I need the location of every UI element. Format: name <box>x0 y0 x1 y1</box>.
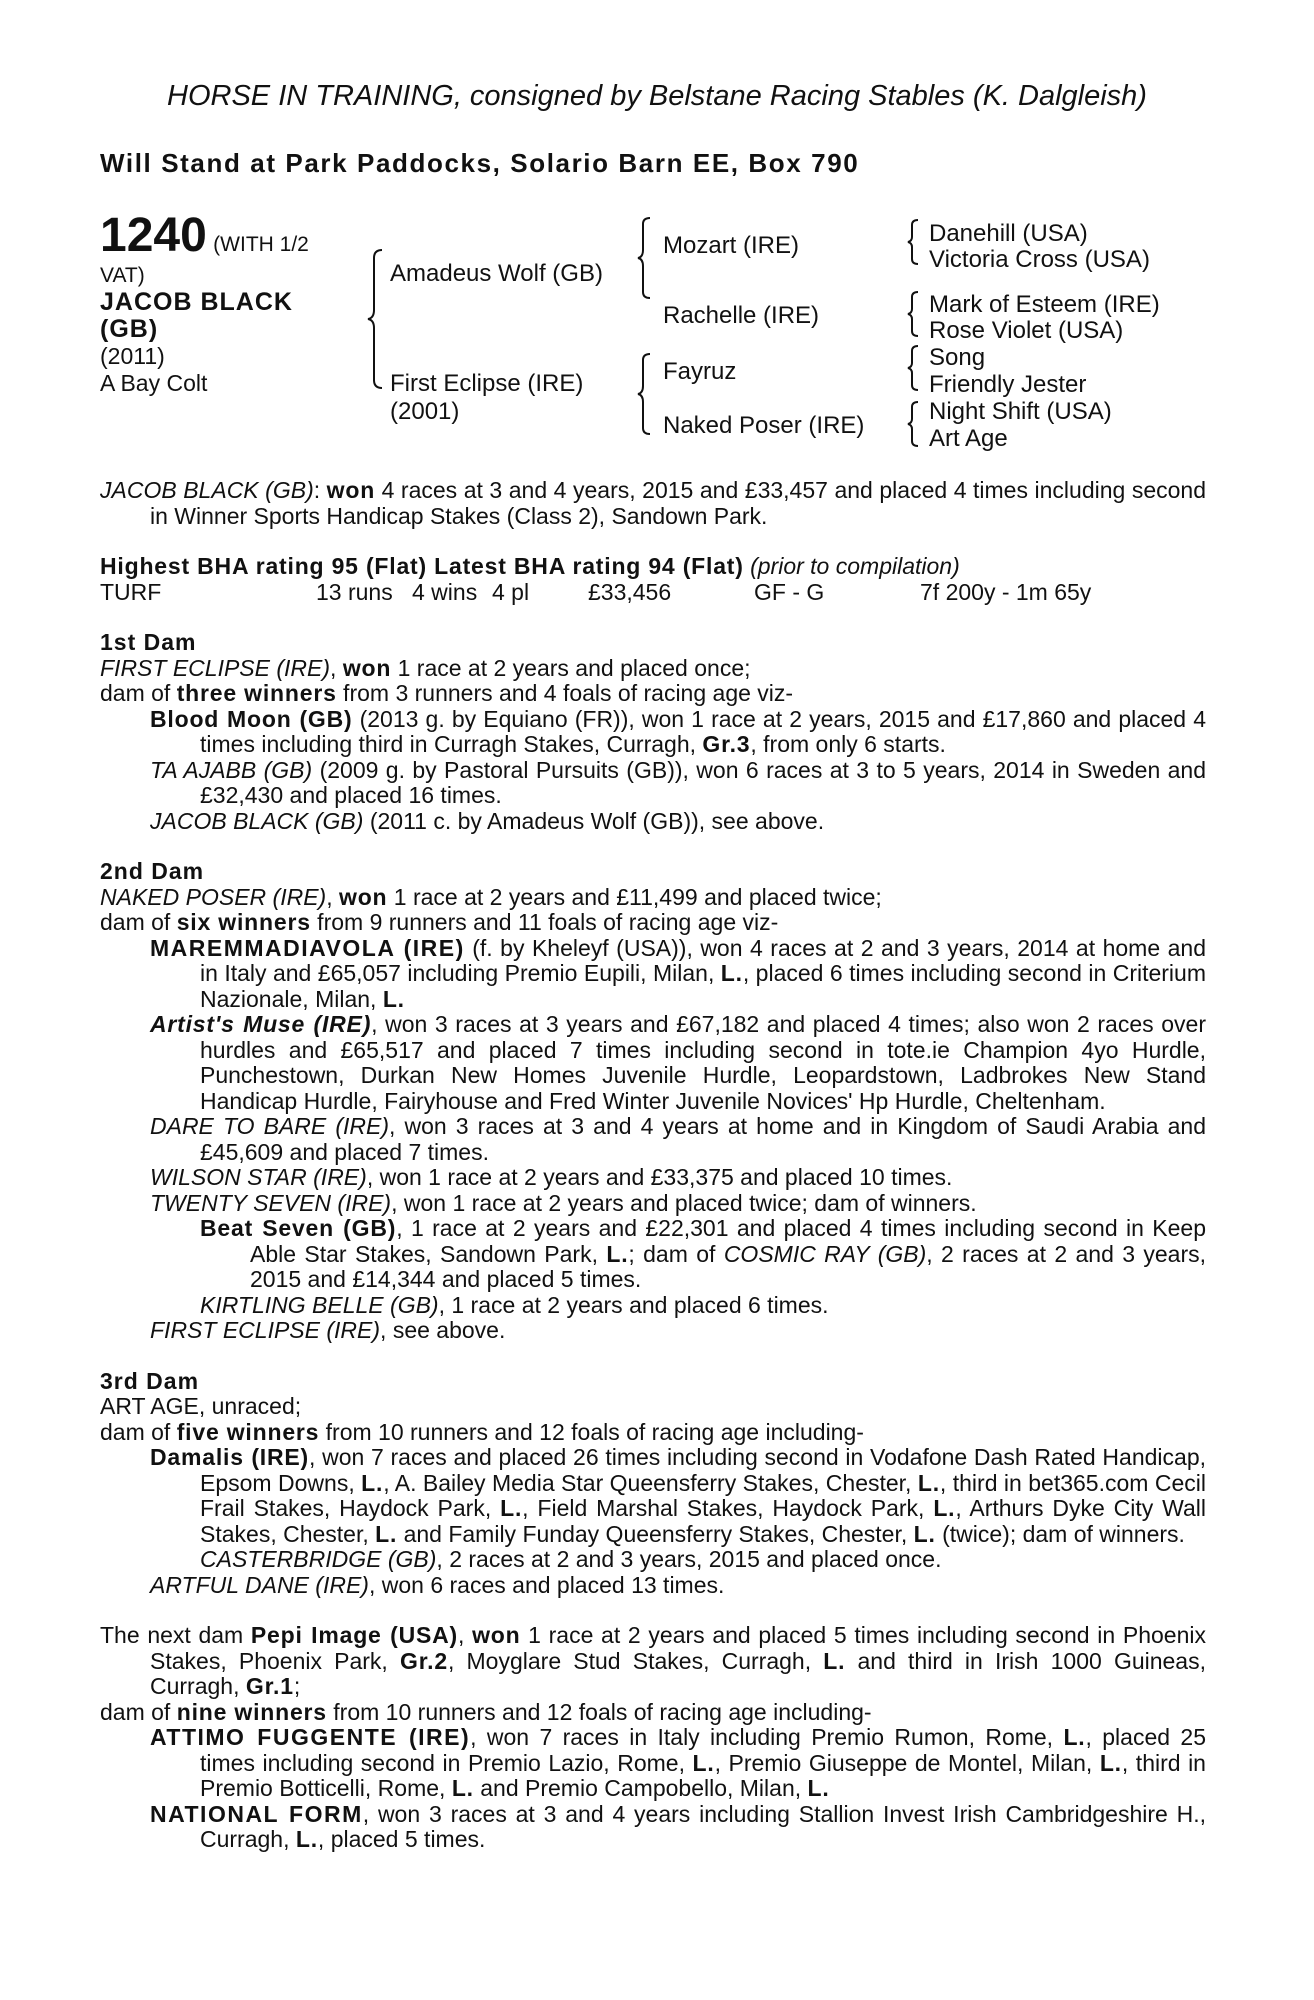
listed-badge: L. <box>807 1775 830 1801</box>
pedigree-brace-1 <box>906 218 922 266</box>
first-dam-heading: 1st Dam <box>100 629 197 655</box>
first-dam-line2-text: from 3 runners and 4 foals of racing age viz- <box>336 680 794 706</box>
first-dam-line1-text: 1 race at 2 years and placed once; <box>391 654 751 681</box>
progeny-text: , see above. <box>380 1317 506 1343</box>
progeny-name: ARTFUL DANE (IRE) <box>150 1571 369 1598</box>
progeny-text: , won 3 races at 3 and 4 years including Stallion Invest Irish Cambridgeshire H., Curragh, <box>200 1800 1207 1852</box>
second-dam-name: NAKED POSER (IRE) <box>100 883 327 910</box>
listed-badge: L. <box>500 1495 523 1521</box>
record-going: GF - G <box>754 578 825 605</box>
first-dam-line2 <box>100 681 1206 707</box>
second-dam-progeny-3 <box>100 1114 1206 1165</box>
second-dam-line1: NAKED POSER (IRE), won 1 race at 2 years and £11,499 and placed twice; <box>100 883 882 910</box>
next-dam-text: and third in Irish 1000 Guineas, Curragh, <box>150 1647 1206 1699</box>
pedigree-sire-dam: Rachelle (IRE) <box>663 302 820 329</box>
second-dam-progeny-2 <box>100 1012 1206 1114</box>
pedigree-dam-dam: Naked Poser (IRE) <box>663 412 865 439</box>
listed-badge: L. <box>361 1469 384 1496</box>
second-dam-progeny-1 <box>100 936 1206 1013</box>
progeny-text: (2009 g. by Pastoral Pursuits (GB)), won 6 races at 3 to 5 years, 2014 in Sweden and £32,430 and placed 16 times. <box>200 756 1206 808</box>
rating-note: (prior to compilation) <box>750 553 960 579</box>
next-dam-line2-text: from 10 runners and 12 foals of racing age including- <box>326 1698 872 1725</box>
third-dam-grandprogeny-1 <box>100 1547 1206 1573</box>
progeny-text: , won 7 races and placed 26 times including second in Vodafone Dash Rated Handicap, Epsom Downs, <box>200 1444 1206 1496</box>
progeny-name: DARE TO BARE (IRE) <box>150 1113 390 1139</box>
summary-won: won <box>326 477 376 503</box>
lot-vat: (WITH 1/2 <box>213 233 309 256</box>
lot-vat-cont: VAT) <box>100 264 145 287</box>
progeny-text-cont: , placed 6 times including second in Criterium Nazionale, Milan, <box>200 960 1206 1012</box>
pedigree-sds: Mark of Esteem (IRE) <box>929 291 1160 318</box>
progeny-text: , won 6 races and placed 13 times. <box>368 1571 725 1598</box>
next-dam-name: Pepi Image (USA) <box>250 1622 458 1648</box>
progeny-name: ATTIMO FUGGENTE (IRE) <box>150 1724 471 1750</box>
second-dam-progeny-5 <box>100 1191 1206 1217</box>
next-dam-won: won <box>472 1622 521 1648</box>
progeny-text: , third in bet365.com Cecil Frail Stakes, Haydock Park, <box>200 1469 1206 1521</box>
second-dam-grandprogeny-1 <box>100 1216 1206 1293</box>
listed-badge: L. <box>720 960 743 986</box>
pedigree-dss: Song <box>929 344 986 371</box>
next-dam-text: , Moyglare Stud Stakes, Curragh, <box>447 1647 824 1674</box>
progeny-text: , placed 25 times including second in Premio Lazio, Rome, <box>200 1724 1206 1776</box>
progeny-name: TWENTY SEVEN (IRE) <box>150 1189 392 1216</box>
next-dam-text: ; <box>293 1673 301 1699</box>
progeny-name: TA AJABB (GB) <box>150 756 313 783</box>
listed-badge: L. <box>913 1520 936 1547</box>
record-earnings: £33,456 <box>588 578 672 605</box>
progeny-name: FIRST ECLIPSE (IRE) <box>150 1317 381 1343</box>
progeny-text: , 1 race at 2 years and placed 6 times. <box>438 1291 829 1318</box>
group-badge: Gr.3 <box>702 731 751 757</box>
third-dam-heading: 3rd Dam <box>100 1367 200 1394</box>
page-title: HORSE IN TRAINING, consigned by Belstane Racing Stables (K. Dalgleish) <box>167 80 1147 112</box>
progeny-text: , Premio Giuseppe de Montel, Milan, <box>714 1749 1100 1776</box>
first-dam-won: won <box>342 654 392 681</box>
third-dam-line1: ART AGE, unraced; <box>100 1393 302 1419</box>
listed-badge: L. <box>823 1647 846 1674</box>
listed-badge: L. <box>917 1469 940 1496</box>
lot-number: 1240 <box>100 209 207 262</box>
first-dam-winners: three winners <box>176 680 337 706</box>
pedigree-dam-sire: Fayruz <box>663 358 737 385</box>
second-dam-line2 <box>100 910 1206 936</box>
progeny-text: , won 3 races at 3 and 4 years at home and in Kingdom of Saudi Arabia and £45,609 and placed 7 times. <box>200 1113 1207 1165</box>
third-dam-winners: five winners <box>176 1418 320 1445</box>
record-places: 4 pl <box>492 578 530 605</box>
progeny-text: (2013 g. by Equiano (FR)), won 1 race at 2 years, 2015 and £17,860 and placed 4 times including third in Curragh Stakes, Curragh, <box>200 705 1206 757</box>
progeny-text: , won 1 race at 2 years and £33,375 and placed 10 times. <box>366 1164 953 1190</box>
pedigree-ssd: Victoria Cross (USA) <box>929 246 1150 273</box>
horse-year: (2011) <box>100 343 165 369</box>
progeny-name: MAREMMADIAVOLA (IRE) <box>150 934 465 961</box>
horse-description: A Bay Colt <box>100 370 208 396</box>
progeny-text: (2011 c. by Amadeus Wolf (GB)), see above. <box>363 807 825 834</box>
listed-badge: L. <box>692 1749 715 1776</box>
record-surface: TURF <box>100 578 162 605</box>
listed-badge: L. <box>606 1240 629 1267</box>
first-dam-progeny-1 <box>100 707 1206 758</box>
progeny-text-end: , 2 races at 2 and 3 years, 2015 and £14,344 and placed 5 times. <box>250 1240 1207 1292</box>
progeny-text: , third in Premio Botticelli, Rome, <box>200 1749 1206 1801</box>
pedigree-ddd: Art Age <box>929 425 1008 452</box>
progeny-text-cont: ; dam of <box>628 1240 724 1267</box>
group-badge: Gr.1 <box>245 1673 294 1699</box>
progeny-text: , 1 race at 2 years and £22,301 and placed 4 times including second in Keep Able Star Stakes, Sandown Park, <box>250 1215 1207 1267</box>
second-dam-progeny-4 <box>100 1165 1206 1191</box>
third-dam-progeny-2 <box>100 1573 1206 1599</box>
progeny-name: WILSON STAR (IRE) <box>150 1164 367 1190</box>
progeny-text: , placed 5 times. <box>317 1826 486 1852</box>
progeny-name: Beat Seven (GB) <box>200 1215 397 1241</box>
pedigree-sss: Danehill (USA) <box>929 220 1088 247</box>
catalogue-body <box>100 478 1206 1853</box>
pedigree-sire: Amadeus Wolf (GB) <box>390 260 603 287</box>
progeny-text: , won 7 races in Italy including Premio Rumon, Rome, <box>470 1724 1064 1750</box>
first-dam-progeny-3 <box>100 809 1206 835</box>
first-dam-line2-pre: dam of <box>100 680 177 706</box>
pedigree-sdd: Rose Violet (USA) <box>929 317 1124 344</box>
listed-badge: L. <box>451 1775 474 1801</box>
progeny-text: and Premio Campobello, Milan, <box>473 1775 808 1801</box>
second-dam-winners: six winners <box>176 909 311 935</box>
record-runs: 13 runs <box>316 578 393 605</box>
first-dam-name: FIRST ECLIPSE (IRE) <box>100 654 331 681</box>
venue-line: Will Stand at Park Paddocks, Solario Barn EE, Box 790 <box>100 148 860 178</box>
next-dam-winners: nine winners <box>176 1698 327 1725</box>
next-dam-line2-pre: dam of <box>100 1698 177 1725</box>
progeny-name: Artist's Muse (IRE) <box>150 1011 372 1037</box>
second-dam-line1-text: 1 race at 2 years and £11,499 and placed twice; <box>387 883 882 910</box>
pedigree-dsd: Friendly Jester <box>929 371 1087 398</box>
listed-badge: L. <box>375 1520 398 1547</box>
group-badge: Gr.2 <box>400 1647 448 1674</box>
listed-badge: L. <box>295 1826 318 1852</box>
horse-name-country: (GB) <box>100 315 159 343</box>
pedigree-dam-year: (2001) <box>390 398 460 425</box>
horse-summary: JACOB BLACK (GB): won 4 races at 3 and 4 years, 2015 and £33,457 and placed 4 times including second in Winner Sports Handicap Stakes (Class 2), Sandown Park. <box>100 477 1207 529</box>
progeny-name: CASTERBRIDGE (GB) <box>200 1546 437 1572</box>
pedigree-dds: Night Shift (USA) <box>929 398 1112 425</box>
progeny-text: (twice); dam of winners. <box>935 1520 1185 1547</box>
progeny-text: , Arthurs Dyke City Wall Stakes, Chester, <box>200 1495 1206 1547</box>
summary-text: 4 races at 3 and 4 years, 2015 and £33,457 and placed 4 times including second in Winner Sports Handicap Stakes (Class 2), Sandown Park. <box>150 477 1207 529</box>
third-dam-progeny-1 <box>100 1445 1206 1547</box>
progeny-text: , won 3 races at 3 years and £67,182 and placed 4 times; also won 2 races over hurdles and £65,517 and placed 7 times including second in tote.ie Champion 4yo Hurdle, Punchestown, Durkan New Homes Juvenile Hurdle, Leopardstown, Ladbrokes New Stand Handicap Hurdle, Fairyhouse and Fred Winter Juvenile Novices' Hp Hurdle, Cheltenham. <box>200 1011 1206 1114</box>
pedigree-brace-dam <box>636 352 654 436</box>
rating-line <box>100 554 1206 580</box>
next-dam-text: 1 race at 2 years and placed 5 times including second in Phoenix Stakes, Phoenix Park, <box>150 1622 1206 1674</box>
progeny-name: KIRTLING BELLE (GB) <box>200 1291 439 1318</box>
second-dam-progeny-6 <box>100 1318 1206 1344</box>
next-dam-line2 <box>100 1700 1206 1726</box>
progeny-name: JACOB BLACK (GB) <box>150 807 364 834</box>
listed-badge: L. <box>933 1495 956 1521</box>
next-dam-progeny-1 <box>100 1725 1206 1802</box>
pedigree-brace-2 <box>906 290 922 338</box>
first-dam-progeny-2 <box>100 758 1206 809</box>
pedigree-brace-4 <box>906 400 922 448</box>
progeny-text: , Field Marshal Stakes, Haydock Park, <box>522 1495 934 1521</box>
progeny-text: , won 1 race at 2 years and placed twice; dam of winners. <box>391 1189 977 1216</box>
lot-block <box>100 210 340 397</box>
record-wins: 4 wins <box>412 578 478 605</box>
next-dam-progeny-2 <box>100 1802 1206 1853</box>
rating-text: Highest BHA rating 95 (Flat) Latest BHA rating 94 (Flat) <box>100 553 744 579</box>
pedigree-dam: First Eclipse (IRE) <box>390 370 584 397</box>
pedigree-brace-sire <box>636 216 654 300</box>
horse-name: JACOB BLACK <box>100 288 293 316</box>
next-dam-pre: The next dam <box>100 1622 251 1648</box>
listed-badge: L. <box>382 985 405 1012</box>
first-dam-line1: FIRST ECLIPSE (IRE), won 1 race at 2 years and placed once; <box>100 654 751 681</box>
progeny-text: , A. Bailey Media Star Queensferry Stakes, Chester, <box>383 1469 918 1496</box>
pedigree-sire-sire: Mozart (IRE) <box>663 232 800 259</box>
pedigree-brace-main <box>366 248 388 390</box>
progeny-name: Blood Moon (GB) <box>150 705 353 732</box>
next-dam-line: The next dam Pepi Image (USA), won 1 race at 2 years and placed 5 times including second in Phoenix Stakes, Phoenix Park, Gr.2, Moyglare Stud Stakes, Curragh, L. and third in Irish 1000 Guineas, Curragh, Gr.1; <box>100 1622 1206 1699</box>
second-dam-grandprogeny-2 <box>100 1293 1206 1319</box>
record-distance: 7f 200y - 1m 65y <box>920 578 1092 605</box>
listed-badge: L. <box>1063 1724 1086 1750</box>
third-dam-line2-text: from 10 runners and 12 foals of racing age including- <box>319 1418 864 1445</box>
second-dam-heading: 2nd Dam <box>100 858 205 884</box>
third-dam-line2 <box>100 1420 1206 1446</box>
third-dam-line2-pre: dam of <box>100 1418 177 1445</box>
progeny-name: Damalis (IRE) <box>150 1444 309 1470</box>
grandprogeny-name: COSMIC RAY (GB) <box>723 1240 927 1267</box>
second-dam-line2-text: from 9 runners and 11 foals of racing age viz- <box>310 909 779 935</box>
progeny-text: , 2 races at 2 and 3 years, 2015 and placed once. <box>436 1546 942 1572</box>
progeny-name: NATIONAL FORM <box>150 1800 363 1827</box>
second-dam-won: won <box>339 883 388 910</box>
listed-badge: L. <box>1099 1749 1122 1776</box>
pedigree-brace-3 <box>906 344 922 392</box>
race-record <box>100 580 1206 606</box>
summary-horse-name: JACOB BLACK (GB) <box>100 477 314 503</box>
progeny-text: and Family Funday Queensferry Stakes, Chester, <box>397 1520 914 1547</box>
second-dam-line2-pre: dam of <box>100 909 177 935</box>
progeny-text-end: , from only 6 starts. <box>750 731 946 757</box>
progeny-text: (f. by Kheleyf (USA)), won 4 races at 2 and 3 years, 2014 at home and in Italy and £65,057 including Premio Eupili, Milan, <box>200 934 1206 986</box>
